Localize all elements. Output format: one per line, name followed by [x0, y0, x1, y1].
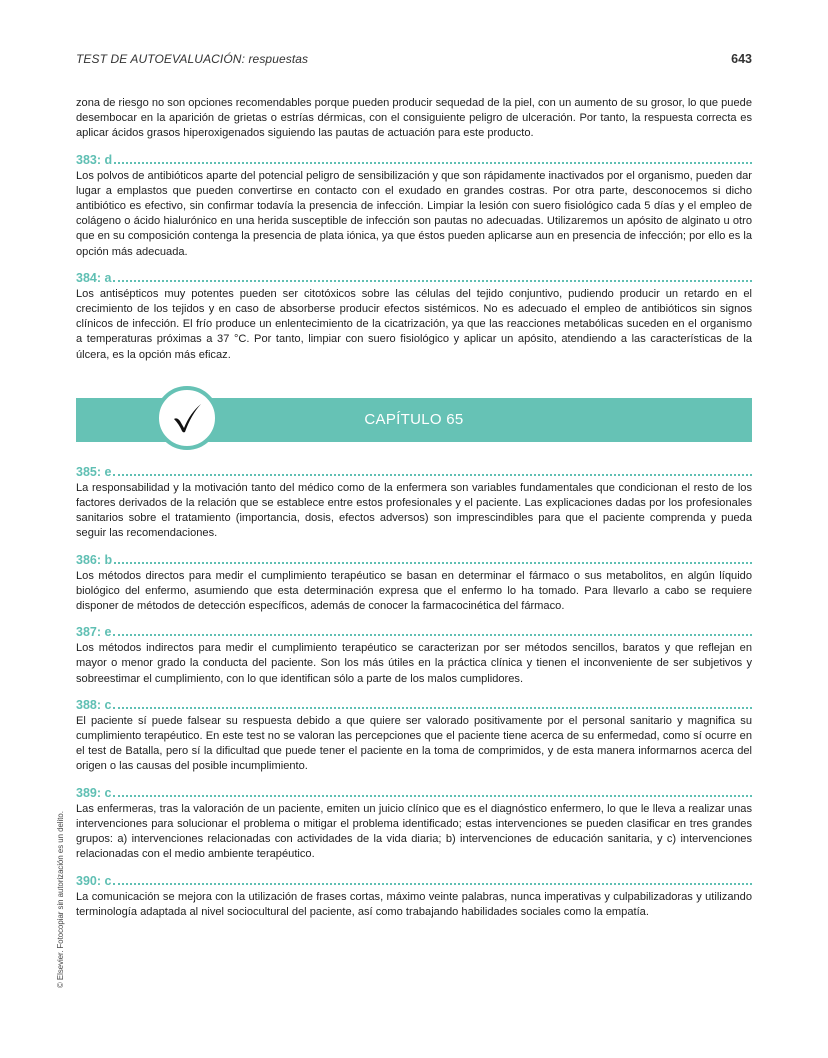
chapter-banner — [76, 398, 752, 442]
page-content — [76, 96, 752, 920]
copyright-notice: © Elsevier. Fotocopiar sin autorización es un delito. — [56, 811, 65, 988]
answer-block — [76, 464, 752, 542]
answer-label: 387: e — [76, 625, 112, 640]
running-title — [76, 52, 308, 66]
answer-block — [76, 697, 752, 775]
answer-text: La comunicación se mejora con la utilización de frases cortas, máximo veinte palabras, nunca imperativas y culpabilizadoras y utilizando terminología adaptada al nivel sociocultural del paciente, así como trabajando habilidades sociales como la empatía. — [76, 890, 752, 918]
page-number: 643 — [731, 52, 752, 66]
answer-label: 389: c — [76, 785, 112, 800]
answer-label: 385: e — [76, 464, 112, 479]
answer-text: Los antisépticos muy potentes pueden ser citotóxicos sobre las células del tejido conjuntivo, pudiendo producir un retardo en el crecimiento de los tejidos y en caso de absorberse producir efectos sistémicos. No es adecuado el empleo de antibióticos sin signos clínicos de infección. El frío produce un enlentecimiento de la cicatrización, ya que las reacciones metabólicas suceden en el organismo a temperaturas próximas a 37 °C. Por tanto, limpiar con suero fisiológico y aplicar un apósito, atendiendo a las características de la úlcera, es la opción más eficaz. — [76, 287, 752, 361]
answer-label: 384: a — [76, 270, 112, 285]
dotted-leader — [114, 552, 752, 564]
dotted-leader — [113, 785, 752, 797]
answer-label: 388: c — [76, 697, 112, 712]
answer-block — [76, 624, 752, 687]
dotted-leader — [113, 873, 752, 885]
answer-heading — [76, 785, 752, 801]
answer-block — [76, 270, 752, 363]
dotted-leader — [113, 624, 752, 636]
running-title-sub: respuestas — [245, 52, 309, 66]
answer-text: La responsabilidad y la motivación tanto del médico como de la enfermera son variables fundamentales que condicionan el resto de los factores derivados de la relación que se establece entre estos profesionales y el paciente. Las explicaciones dadas por los profesionales sanitarios sobre el tratamiento (importancia, dosis, efectos adversos) son imprescindibles para que el paciente comprenda y pueda seguir las recomendaciones. — [76, 481, 752, 540]
answer-block — [76, 552, 752, 615]
answer-heading — [76, 270, 752, 286]
answer-text: El paciente sí puede falsear su respuesta debido a que quiere ser valorado positivamente por el personal sanitario y magnifica su cumplimiento terapéutico. En este test no se valoran las percepciones que el paciente tiene acerca de su enfermedad, como sí ocurre en el test de Batalla, pero sí la dificultad que puede tener el paciente en la toma de comprimidos, y de esta manera informarnos acerca del origen o las causas del posible incumplimiento. — [76, 714, 752, 773]
answer-block — [76, 152, 752, 260]
answer-heading — [76, 624, 752, 640]
running-title-main: TEST DE AUTOEVALUACIÓN: — [76, 52, 246, 66]
answer-text: Las enfermeras, tras la valoración de un paciente, emiten un juicio clínico que es el diagnóstico enfermero, lo que le lleva a realizar unas intervenciones para solucionar el problema o mitigar el problema identificado; estas intervenciones se pueden clasificar en tres grandes grupos: a) intervenciones relacionadas con actividades de la vida diaria; b) intervenciones de educación sanitaria, y c) intervenciones relacionadas con el medio ambiente terapéutico. — [76, 802, 752, 861]
intro-paragraph: zona de riesgo no son opciones recomendables porque pueden producir sequedad de la piel, con un aumento de su grosor, lo que puede desembocar en la aparición de grietas o estrías dérmicas, con el consiguiente peligro de ulceración. Por tanto, la respuesta correcta es aplicar ácidos grasos hiperoxigenados siguiendo las pautas de actuación para este producto. — [76, 97, 752, 140]
answer-heading — [76, 464, 752, 480]
dotted-leader — [113, 697, 752, 709]
answer-text: Los métodos directos para medir el cumplimiento terapéutico se basan en determinar el fármaco o sus metabolitos, en algún líquido biológico del enfermo, asumiendo que esta determinación expresa que el enfermo lo ha tomado. Para llevarlo a cabo se requiere disponer de métodos de detección específicos, además de conocer la farmacocinética del fármaco. — [76, 569, 752, 613]
answer-block — [76, 873, 752, 920]
answer-label: 390: c — [76, 873, 112, 888]
answer-heading — [76, 873, 752, 889]
dotted-leader — [113, 270, 752, 282]
page-header — [76, 52, 752, 70]
dotted-leader — [113, 464, 752, 476]
answer-block — [76, 785, 752, 863]
answers-before-chapter — [76, 152, 752, 363]
answer-heading — [76, 697, 752, 713]
chapter-title: CAPÍTULO 65 — [364, 410, 464, 428]
answer-text: Los polvos de antibióticos aparte del potencial peligro de sensibilización y que son rápidamente inactivados por el organismo, pueden dar lugar a emplastos que pueden convertirse en contacto con el exudado en grandes costras. Por otra parte, desconocemos si dicho antibiótico es efectivo, sin confirmar todavía la presencia de infección. Limpiar la lesión con suero fisiológico cada 5 días y el empleo de colágeno o ácido hialurónico en una herida susceptible de infección son pautas no adecuadas. Utilizaremos un apósito de alginato u otro que en su composición contenga la presencia de plata iónica, ya que éstos pueden aplicarse aun en presencia de infección; por ello es la opción más adecuada. — [76, 169, 752, 258]
answer-heading — [76, 152, 752, 168]
answer-label: 386: b — [76, 552, 113, 567]
answers-after-chapter — [76, 464, 752, 920]
answer-label: 383: d — [76, 152, 113, 167]
answer-text: Los métodos indirectos para medir el cumplimiento terapéutico se caracterizan por ser métodos sencillos, baratos y que reflejan en mayor o menor grado la conducta del paciente. Son los más útiles en la práctica clínica y tienen el inconveniente de ser subjetivos y sobreestimar el cumplimiento, con lo que identifican sólo a parte de los malos cumplidores. — [76, 642, 752, 685]
dotted-leader — [114, 152, 752, 164]
answer-heading — [76, 552, 752, 568]
